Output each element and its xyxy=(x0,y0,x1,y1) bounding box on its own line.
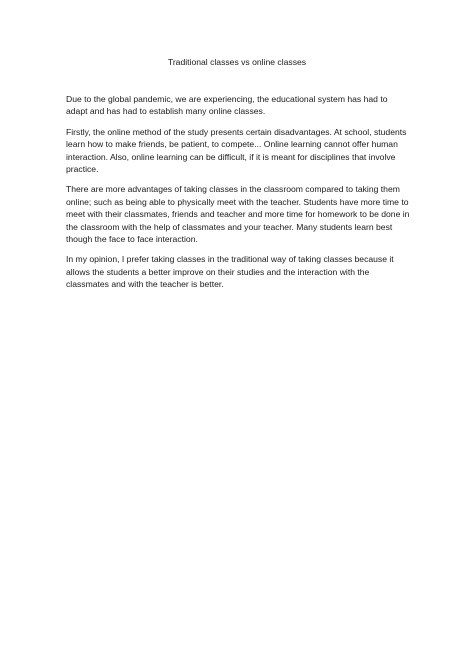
paragraph-advantages: There are more advantages of taking classes in the classroom compared to taking them online; such as being able to physically meet with the teacher. Students have more time to meet with their classmates, friends and teacher and more time for homework to be done in the classroom with the help of classmates and your teacher. Many students learn best though the face to face interaction. xyxy=(66,184,410,245)
document-body xyxy=(66,93,411,299)
paragraph-intro: Due to the global pandemic, we are experiencing, the educational system has had to adapt and has had to establish many online classes. xyxy=(66,94,388,117)
paragraph-disadvantages: Firstly, the online method of the study presents certain disadvantages. At school, students learn how to make friends, be patient, to compete... Online learning cannot offer human interaction. Also, online learning can be difficult, if it is meant for disciplines that involve practice. xyxy=(66,126,407,175)
paragraph-opinion: In my opinion, I prefer taking classes in the traditional way of taking classes because it allows the students a better improve on their studies and the interaction with the classmates and with the teacher is better. xyxy=(66,254,394,290)
document-title: Traditional classes vs online classes xyxy=(167,57,307,67)
